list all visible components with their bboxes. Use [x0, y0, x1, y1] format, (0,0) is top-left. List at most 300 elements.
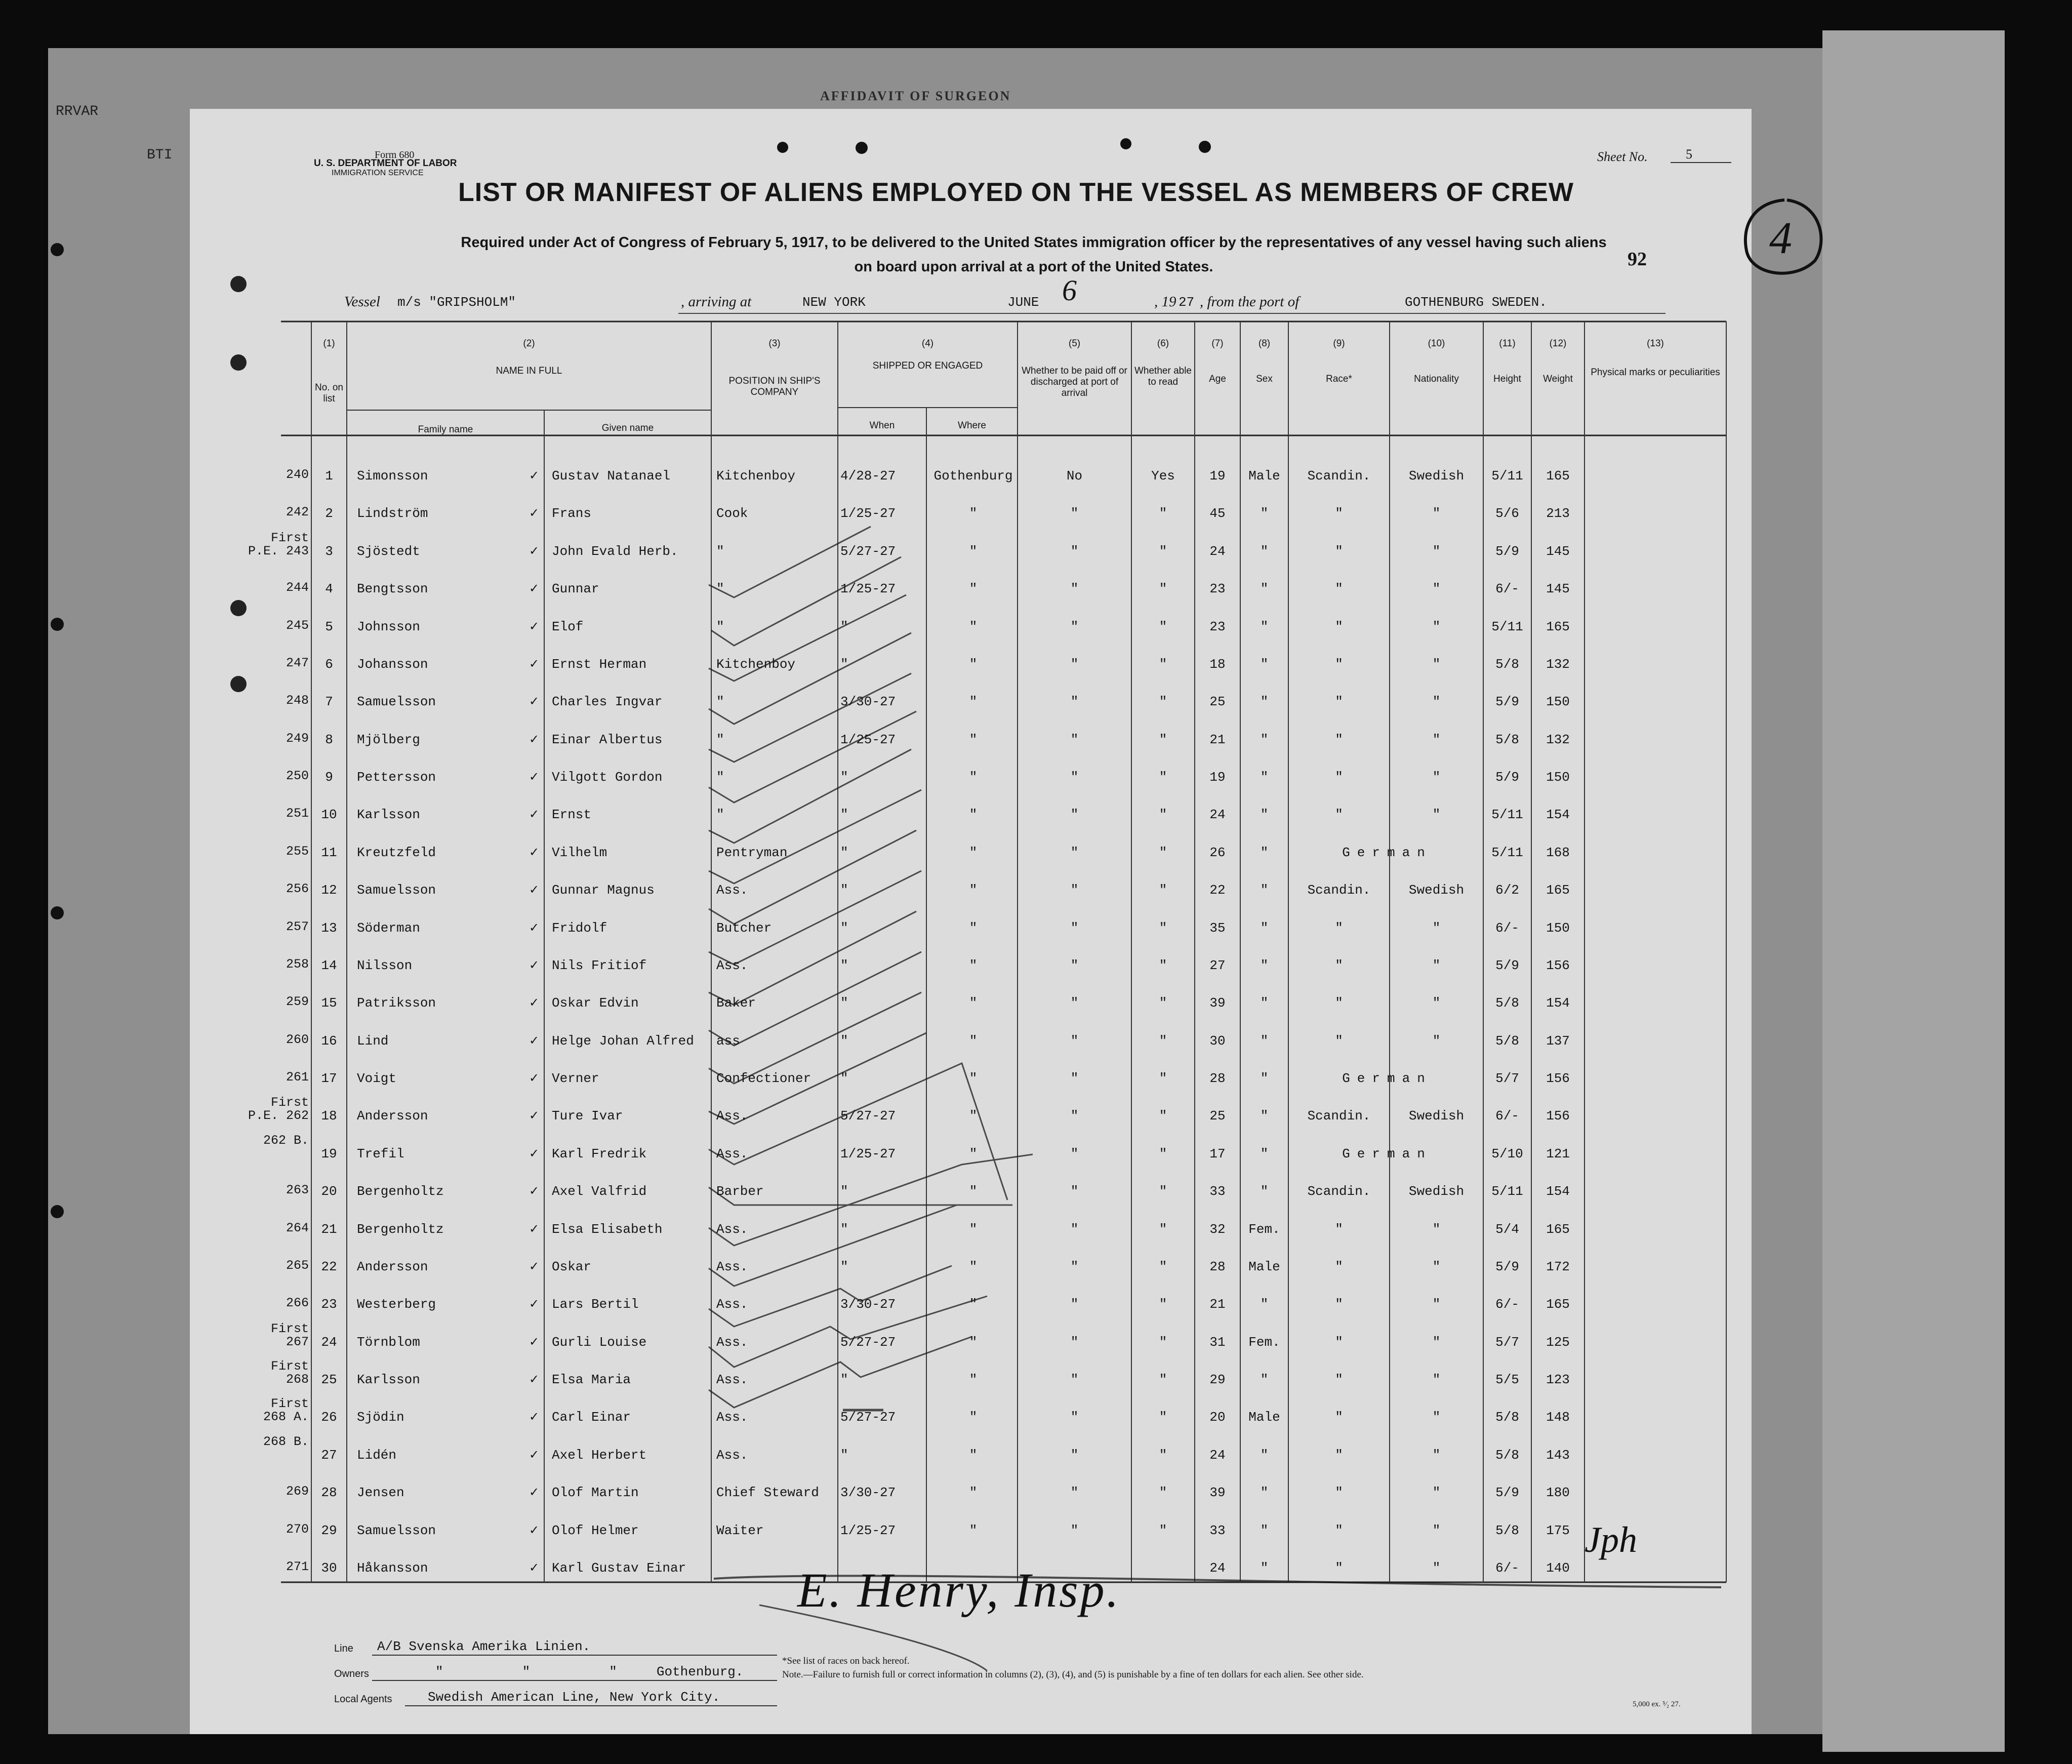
vessel-label: Vessel — [344, 294, 380, 310]
where-engaged-cell: " — [969, 883, 978, 898]
height-cell: 6/- — [1495, 920, 1519, 936]
when-engaged-cell: " — [840, 883, 848, 898]
checkmark-icon: ✓ — [529, 468, 540, 483]
sex-cell: " — [1260, 506, 1269, 521]
checkmark-icon: ✓ — [529, 1108, 540, 1122]
footer-owners-value: " " " Gothenburg. — [435, 1664, 744, 1679]
arriving-label: , arriving at — [681, 294, 752, 310]
paid-off-cell: " — [1070, 920, 1079, 936]
where-engaged-cell: " — [969, 958, 978, 973]
margin-number-cell: 245 — [286, 618, 309, 633]
height-cell: 5/7 — [1495, 1335, 1519, 1350]
list-number-cell: 10 — [321, 807, 337, 822]
nationality-cell: " — [1432, 995, 1441, 1011]
height-cell: 5/11 — [1491, 1184, 1523, 1199]
paid-off-cell: " — [1070, 958, 1079, 973]
when-engaged-cell: " — [840, 1372, 848, 1387]
margin-number-cell: First P.E. 243 — [248, 531, 309, 558]
height-cell: 5/5 — [1495, 1372, 1519, 1387]
family-name-cell: Voigt — [357, 1071, 397, 1086]
weight-cell: 123 — [1546, 1372, 1570, 1387]
header-race: Race* — [1326, 374, 1352, 384]
when-engaged-cell: " — [840, 1033, 848, 1049]
checkmark-icon: ✓ — [529, 995, 540, 1010]
checkmark-icon: ✓ — [529, 1335, 540, 1349]
family-name-cell: Johnsson — [357, 619, 420, 634]
where-engaged-cell: " — [969, 845, 978, 860]
given-name-cell: Vilgott Gordon — [552, 770, 663, 785]
nationality-cell: " — [1432, 1335, 1441, 1350]
age-cell: 26 — [1209, 845, 1226, 860]
nationality-cell: Swedish — [1408, 883, 1465, 898]
height-cell: 5/9 — [1495, 544, 1519, 559]
footer-line-label: Line — [334, 1643, 353, 1654]
sex-cell: " — [1260, 1108, 1269, 1124]
sex-cell: " — [1260, 1033, 1269, 1049]
list-number-cell: 6 — [325, 657, 333, 672]
able-to-read-cell: " — [1159, 1410, 1167, 1425]
position-cell: Ass. — [716, 1372, 748, 1387]
paid-off-cell: No — [1066, 468, 1083, 484]
list-number-cell: 2 — [325, 506, 333, 521]
family-name-cell: Jensen — [357, 1485, 404, 1500]
given-name-cell: Axel Valfrid — [552, 1184, 647, 1199]
header-height: Height — [1493, 374, 1521, 384]
able-to-read-cell: " — [1159, 732, 1167, 747]
checkmark-icon: ✓ — [529, 1146, 540, 1160]
when-engaged-cell: 5/27-27 — [840, 1335, 896, 1350]
sex-cell: " — [1260, 694, 1269, 709]
checkmark-icon: ✓ — [529, 619, 540, 633]
margin-number-cell: 240 — [286, 467, 309, 482]
given-name-cell: Gunnar Magnus — [552, 883, 655, 898]
margin-number-cell: 256 — [286, 881, 309, 896]
checkmark-icon: ✓ — [529, 732, 540, 746]
footer-agents-rule — [405, 1705, 777, 1706]
paid-off-cell: " — [1070, 770, 1079, 785]
header-able-to-read: Whether able to read — [1134, 366, 1192, 387]
col-number-3: (3) — [768, 338, 781, 349]
weight-cell: 154 — [1546, 807, 1570, 822]
nationality-cell: " — [1432, 1033, 1441, 1049]
nationality-cell: " — [1432, 1410, 1441, 1425]
paid-off-cell: " — [1070, 732, 1079, 747]
weight-cell: 156 — [1546, 1071, 1570, 1086]
where-engaged-cell: " — [969, 506, 978, 521]
race-cell: Scandin. — [1307, 1184, 1371, 1199]
position-cell: " — [716, 807, 724, 822]
list-number-cell: 7 — [325, 694, 333, 709]
age-cell: 31 — [1209, 1335, 1226, 1350]
race-cell: " — [1335, 581, 1343, 596]
list-number-cell: 5 — [325, 619, 333, 634]
checkmark-icon: ✓ — [529, 1071, 540, 1085]
header-name-in-full: NAME IN FULL — [496, 366, 562, 376]
header-shipped-engaged: SHIPPED OR ENGAGED — [872, 360, 983, 371]
position-cell: Confectioner — [716, 1071, 811, 1086]
checkmark-icon: ✓ — [529, 1523, 540, 1537]
checkmark-icon: ✓ — [529, 1410, 540, 1424]
col-number-5: (5) — [1068, 338, 1081, 349]
arrival-year: 27 — [1179, 295, 1195, 310]
checkmark-icon: ✓ — [529, 544, 540, 558]
list-number-cell: 11 — [321, 845, 337, 860]
where-engaged-cell: Gothenburg — [933, 468, 1013, 484]
weight-cell: 156 — [1546, 958, 1570, 973]
when-engaged-cell: 1/25-27 — [840, 1523, 896, 1538]
weight-cell: 172 — [1546, 1259, 1570, 1274]
print-code: 5,000 ex. ⁵⁄₂ 27. — [1633, 1700, 1681, 1708]
where-engaged-cell: " — [969, 1222, 978, 1237]
weight-cell: 154 — [1546, 1184, 1570, 1199]
footer-line-value: A/B Svenska Amerika Linien. — [377, 1639, 591, 1654]
when-engaged-cell: 1/25-27 — [840, 581, 896, 596]
race-cell: " — [1335, 1335, 1343, 1350]
statute-line: Required under Act of Congress of February 5, 1917, to be delivered to the United States immigration officer by the representatives of any vessel having such aliens — [461, 234, 1607, 251]
family-name-cell: Törnblom — [357, 1335, 420, 1350]
height-cell: 5/4 — [1495, 1222, 1519, 1237]
weight-cell: 150 — [1546, 694, 1570, 709]
race-cell: " — [1335, 1410, 1343, 1425]
nationality-cell: " — [1432, 694, 1441, 709]
able-to-read-cell: " — [1159, 657, 1167, 672]
age-cell: 21 — [1209, 732, 1226, 747]
position-cell: Ass. — [716, 1410, 748, 1425]
nationality-cell: Swedish — [1408, 1108, 1465, 1124]
age-cell: 18 — [1209, 657, 1226, 672]
family-name-cell: Bergenholtz — [357, 1222, 444, 1237]
margin-number-cell: 259 — [286, 994, 309, 1009]
service-name: IMMIGRATION SERVICE — [332, 169, 424, 177]
age-cell: 21 — [1209, 1297, 1226, 1312]
weight-cell: 132 — [1546, 657, 1570, 672]
sex-cell: " — [1260, 657, 1269, 672]
checkmark-icon: ✓ — [529, 657, 540, 671]
footer-agents-label: Local Agents — [334, 1694, 392, 1705]
where-engaged-cell: " — [969, 1335, 978, 1350]
position-cell: Ass. — [716, 883, 748, 898]
header-no-on-list: No. on list — [315, 382, 343, 404]
list-number-cell: 1 — [325, 468, 333, 484]
able-to-read-cell: " — [1159, 1184, 1167, 1199]
age-cell: 29 — [1209, 1372, 1226, 1387]
age-cell: 23 — [1209, 581, 1226, 596]
header-where: Where — [958, 420, 986, 431]
paid-off-cell: " — [1070, 1146, 1079, 1161]
when-engaged-cell: " — [840, 1448, 848, 1463]
position-cell: Chief Steward — [716, 1485, 819, 1500]
height-cell: 5/10 — [1491, 1146, 1523, 1161]
where-engaged-cell: " — [969, 694, 978, 709]
footnote-failure: Note.—Failure to furnish full or correct information in columns (2), (3), (4), and (5) is punishable by a fine of ten dollars for each alien. See other side. — [782, 1669, 1364, 1680]
list-number-cell: 28 — [321, 1485, 337, 1500]
paid-off-cell: " — [1070, 995, 1079, 1011]
weight-cell: 132 — [1546, 732, 1570, 747]
when-engaged-cell: " — [840, 995, 848, 1011]
checkmark-icon: ✓ — [529, 1033, 540, 1048]
margin-number-cell: 261 — [286, 1070, 309, 1085]
paid-off-cell: " — [1070, 694, 1079, 709]
age-cell: 45 — [1209, 506, 1226, 521]
when-engaged-cell: " — [840, 920, 848, 936]
sex-cell: Male — [1248, 1259, 1280, 1274]
position-cell: " — [716, 619, 724, 634]
header-family-name: Family name — [418, 424, 473, 435]
weight-cell: 165 — [1546, 1222, 1570, 1237]
nationality-cell: Swedish — [1408, 1184, 1465, 1199]
position-cell: Ass. — [716, 1259, 748, 1274]
height-cell: 5/8 — [1495, 732, 1519, 747]
paid-off-cell: " — [1070, 1410, 1079, 1425]
sex-cell: " — [1260, 1560, 1269, 1576]
margin-number-cell: 265 — [286, 1258, 309, 1273]
race-cell: German — [1342, 845, 1432, 860]
family-name-cell: Håkansson — [357, 1560, 428, 1576]
paid-off-cell: " — [1070, 1523, 1079, 1538]
able-to-read-cell: " — [1159, 1372, 1167, 1387]
height-cell: 5/8 — [1495, 995, 1519, 1011]
able-to-read-cell: " — [1159, 1146, 1167, 1161]
able-to-read-cell: " — [1159, 1523, 1167, 1538]
underlying-tab-line: RRVAR — [56, 104, 99, 119]
footnote-races: *See list of races on back hereof. — [782, 1656, 910, 1666]
able-to-read-cell: " — [1159, 619, 1167, 634]
paid-off-cell: " — [1070, 1485, 1079, 1500]
checkmark-icon: ✓ — [529, 883, 540, 897]
weight-cell: 165 — [1546, 619, 1570, 634]
able-to-read-cell: " — [1159, 1448, 1167, 1463]
header-age: Age — [1209, 374, 1226, 384]
col-number-4: (4) — [921, 338, 934, 349]
given-name-cell: Oskar Edvin — [552, 995, 639, 1011]
circled-number: 4 — [1769, 213, 1792, 263]
list-number-cell: 3 — [325, 544, 333, 559]
family-name-cell: Lind — [357, 1033, 389, 1049]
margin-number-cell: 251 — [286, 806, 309, 821]
paid-off-cell: " — [1070, 1184, 1079, 1199]
checkmark-icon: ✓ — [529, 807, 540, 821]
when-engaged-cell: " — [840, 1259, 848, 1274]
height-cell: 5/9 — [1495, 958, 1519, 973]
paid-off-cell: " — [1070, 1335, 1079, 1350]
sheet-number: 5 — [1686, 147, 1692, 162]
family-name-cell: Kreutzfeld — [357, 845, 436, 860]
position-cell: Baker — [716, 995, 756, 1011]
height-cell: 5/7 — [1495, 1071, 1519, 1086]
footer-owners-rule — [372, 1680, 777, 1681]
margin-number-cell: First P.E. 262 — [248, 1095, 309, 1123]
checkmark-icon: ✓ — [529, 770, 540, 784]
sex-cell: Fem. — [1248, 1335, 1280, 1350]
age-cell: 22 — [1209, 883, 1226, 898]
height-cell: 5/8 — [1495, 1410, 1519, 1425]
when-engaged-cell: 1/25-27 — [840, 1146, 896, 1161]
when-engaged-cell: " — [840, 1222, 848, 1237]
list-number-cell: 16 — [321, 1033, 337, 1049]
age-cell: 33 — [1209, 1523, 1226, 1538]
given-name-cell: Carl Einar — [552, 1410, 631, 1425]
arrival-month: JUNE — [1007, 295, 1039, 310]
family-name-cell: Patriksson — [357, 995, 436, 1011]
page-number: 92 — [1628, 249, 1647, 270]
weight-cell: 150 — [1546, 770, 1570, 785]
weight-cell: 165 — [1546, 1297, 1570, 1312]
header-nationality: Nationality — [1414, 374, 1459, 384]
sex-cell: Male — [1248, 468, 1280, 484]
checkmark-icon: ✓ — [529, 1448, 540, 1462]
race-cell: " — [1335, 732, 1343, 747]
weight-cell: 140 — [1546, 1560, 1570, 1576]
checkmark-icon: ✓ — [529, 1372, 540, 1386]
col-number-9: (9) — [1333, 338, 1345, 349]
able-to-read-cell: " — [1159, 1033, 1167, 1049]
paid-off-cell: " — [1070, 1259, 1079, 1274]
nationality-cell: " — [1432, 732, 1441, 747]
paid-off-cell: " — [1070, 1033, 1079, 1049]
given-name-cell: Nils Fritiof — [552, 958, 647, 973]
given-name-cell: Axel Herbert — [552, 1448, 647, 1463]
given-name-cell: Helge Johan Alfred — [552, 1033, 694, 1049]
paid-off-cell: " — [1070, 845, 1079, 860]
age-cell: 24 — [1209, 807, 1226, 822]
list-number-cell: 22 — [321, 1259, 337, 1274]
position-cell: " — [716, 581, 724, 596]
paid-off-cell: " — [1070, 619, 1079, 634]
height-cell: 5/11 — [1491, 807, 1523, 822]
col-number-8: (8) — [1258, 338, 1271, 349]
family-name-cell: Andersson — [357, 1259, 428, 1274]
where-engaged-cell: " — [969, 995, 978, 1011]
sex-cell: " — [1260, 1146, 1269, 1161]
margin-number-cell: 250 — [286, 769, 309, 783]
family-name-cell: Bergenholtz — [357, 1184, 444, 1199]
age-cell: 23 — [1209, 619, 1226, 634]
age-cell: 25 — [1209, 1108, 1226, 1124]
nationality-cell: " — [1432, 1372, 1441, 1387]
race-cell: " — [1335, 807, 1343, 822]
when-engaged-cell: " — [840, 619, 848, 634]
position-cell: Kitchenboy — [716, 657, 796, 672]
position-cell: Ass. — [716, 958, 748, 973]
given-name-cell: Gurli Louise — [552, 1335, 647, 1350]
list-number-cell: 12 — [321, 883, 337, 898]
position-cell: Ass. — [716, 1222, 748, 1237]
checkmark-icon: ✓ — [529, 1560, 540, 1575]
statute-line: on board upon arrival at a port of the United States. — [854, 259, 1213, 275]
where-engaged-cell: " — [969, 1523, 978, 1538]
list-number-cell: 9 — [325, 770, 333, 785]
where-engaged-cell: " — [969, 1146, 978, 1161]
height-cell: 6/2 — [1495, 883, 1519, 898]
family-name-cell: Söderman — [357, 920, 420, 936]
where-engaged-cell: " — [969, 1259, 978, 1274]
able-to-read-cell: " — [1159, 1335, 1167, 1350]
race-cell: " — [1335, 1222, 1343, 1237]
footer-agents-value: Swedish American Line, New York City. — [428, 1690, 720, 1705]
checkmark-icon: ✓ — [529, 845, 540, 859]
col-number-13: (13) — [1647, 338, 1664, 349]
where-engaged-cell: " — [969, 1372, 978, 1387]
margin-number-cell: 263 — [286, 1183, 309, 1197]
when-engaged-cell: " — [840, 845, 848, 860]
sex-cell: " — [1260, 958, 1269, 973]
paid-off-cell: " — [1070, 1448, 1079, 1463]
when-engaged-cell: 5/27-27 — [840, 1410, 896, 1425]
margin-number-cell: 260 — [286, 1032, 309, 1047]
margin-number-cell: 270 — [286, 1522, 309, 1537]
race-cell: " — [1335, 1523, 1343, 1538]
when-engaged-cell: " — [840, 807, 848, 822]
height-cell: 5/9 — [1495, 694, 1519, 709]
checkmark-icon: ✓ — [529, 1222, 540, 1236]
sex-cell: " — [1260, 619, 1269, 634]
margin-number-cell: 268 B. — [263, 1434, 309, 1449]
nationality-cell: " — [1432, 544, 1441, 559]
race-cell: " — [1335, 657, 1343, 672]
height-cell: 5/9 — [1495, 1485, 1519, 1500]
able-to-read-cell: " — [1159, 995, 1167, 1011]
given-name-cell: Gunnar — [552, 581, 599, 596]
given-name-cell: Frans — [552, 506, 592, 521]
sex-cell: Fem. — [1248, 1222, 1280, 1237]
where-engaged-cell: " — [969, 581, 978, 596]
list-number-cell: 18 — [321, 1108, 337, 1124]
checkmark-icon: ✓ — [529, 1297, 540, 1311]
height-cell: 5/9 — [1495, 770, 1519, 785]
family-name-cell: Sjöstedt — [357, 544, 420, 559]
where-engaged-cell: " — [969, 807, 978, 822]
header-given-name: Given name — [601, 423, 654, 433]
col-number-2: (2) — [523, 338, 535, 349]
given-name-cell: Karl Fredrik — [552, 1146, 647, 1161]
given-name-cell: Lars Bertil — [552, 1297, 639, 1312]
age-cell: 27 — [1209, 958, 1226, 973]
family-name-cell: Karlsson — [357, 807, 420, 822]
weight-cell: 165 — [1546, 883, 1570, 898]
where-engaged-cell: " — [969, 657, 978, 672]
arriving-port: NEW YORK — [802, 295, 866, 310]
when-engaged-cell: " — [840, 958, 848, 973]
nationality-cell: " — [1432, 1222, 1441, 1237]
nationality-cell: " — [1432, 770, 1441, 785]
checkmark-icon: ✓ — [529, 506, 540, 520]
age-cell: 19 — [1209, 770, 1226, 785]
sex-cell: " — [1260, 1071, 1269, 1086]
position-cell: Ass. — [716, 1146, 748, 1161]
able-to-read-cell: " — [1159, 883, 1167, 898]
list-number-cell: 4 — [325, 581, 333, 596]
sex-cell: " — [1260, 732, 1269, 747]
weight-cell: 156 — [1546, 1108, 1570, 1124]
when-engaged-cell: " — [840, 1184, 848, 1199]
list-number-cell: 26 — [321, 1410, 337, 1425]
when-engaged-cell: 5/27-27 — [840, 1108, 896, 1124]
margin-number-cell: 244 — [286, 580, 309, 595]
department-name: U. S. DEPARTMENT OF LABOR — [314, 158, 457, 169]
height-cell: 6/- — [1495, 1108, 1519, 1124]
list-number-cell: 8 — [325, 732, 333, 747]
able-to-read-cell: " — [1159, 920, 1167, 936]
able-to-read-cell: " — [1159, 1071, 1167, 1086]
paid-off-cell: " — [1070, 807, 1079, 822]
margin-number-cell: 258 — [286, 957, 309, 972]
race-cell: " — [1335, 770, 1343, 785]
where-engaged-cell: " — [969, 1071, 978, 1086]
weight-cell: 143 — [1546, 1448, 1570, 1463]
race-cell: " — [1335, 619, 1343, 634]
sex-cell: " — [1260, 1448, 1269, 1463]
family-name-cell: Westerberg — [357, 1297, 436, 1312]
